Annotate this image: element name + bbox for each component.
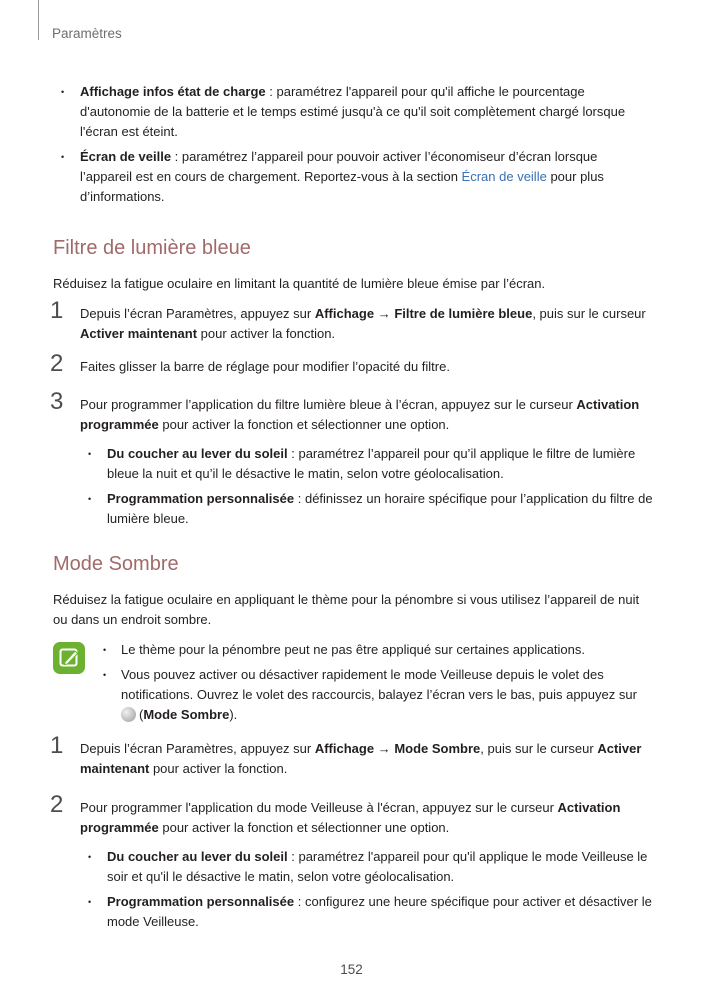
header-divider	[38, 0, 39, 40]
list-item: • Du coucher au lever du soleil : paramétrez l'appareil pour qu'il applique le mode Veilleuse le soir et qu'il le désactive le matin, selon votre géolocalisation.	[80, 847, 653, 887]
list-item: • Vous pouvez activer ou désactiver rapidement le mode Veilleuse depuis le volet des notifications. Ouvrez le volet des raccourcis, balayez l’écran vers le bas, puis appuyez sur (Mode Sombre).	[101, 665, 653, 725]
section-intro: Réduisez la fatigue oculaire en limitant la quantité de lumière bleue émise par l’écran.	[53, 276, 546, 291]
list-item: • Le thème pour la pénombre peut ne pas être appliqué sur certaines applications.	[101, 640, 653, 660]
section-title-blue-light: Filtre de lumière bleue	[53, 237, 251, 259]
section-title-dark-mode: Mode Sombre	[53, 553, 179, 575]
list-item: • Programmation personnalisée : définissez un horaire spécifique pour l’application du filtre de lumière bleue.	[80, 489, 653, 529]
note-list	[101, 640, 653, 725]
note-icon	[53, 642, 85, 674]
dark-mode-toggle-icon	[121, 707, 136, 722]
list-item: • Du coucher au lever du soleil : paramétrez l’appareil pour qu’il applique le filtre de lumière bleue la nuit et qu’il le désactive le matin, selon votre géolocalisation.	[80, 444, 653, 484]
page-number: 152	[340, 962, 363, 977]
note-box	[53, 640, 653, 725]
step-number: 2	[50, 791, 64, 818]
list-item: • Écran de veille : paramétrez l’appareil pour pouvoir activer l’économiseur d’écran lorsque l’appareil est en cours de chargement. Reportez-vous à la section Écran de veille pour plus d’informations.	[53, 147, 653, 207]
step: 2 Faites glisser la barre de réglage pour modifier l’opacité du filtre.	[50, 350, 450, 377]
page-header-title: Paramètres	[52, 26, 122, 41]
step-number: 2	[50, 350, 64, 377]
page-content	[50, 82, 653, 937]
charging-options-list	[53, 82, 653, 207]
step: 1 Depuis l’écran Paramètres, appuyez sur Affichage → Filtre de lumière bleue, puis sur le curseur Activer maintenant pour activer la fonction.	[50, 297, 646, 341]
step: 3 Pour programmer l’application du filtre lumière bleue à l’écran, appuyez sur le curseur Activation programmée pour activer la fonction et sélectionner une option.	[50, 388, 640, 432]
step: 2 Pour programmer l'application du mode Veilleuse à l'écran, appuyez sur le curseur Activation programmée pour activer la fonction et sélectionner une option.	[50, 791, 621, 835]
dark-mode-options-list	[80, 847, 653, 932]
screensaver-link[interactable]: Écran de veille	[461, 169, 547, 184]
step-number: 1	[50, 297, 64, 324]
blue-light-options-list	[80, 444, 653, 529]
list-item: • Affichage infos état de charge : paramétrez l'appareil pour qu'il affiche le pourcentage d'autonomie de la batterie et le temps estimé jusqu'à ce qu'il soit complètement chargé lorsque l'écran est éteint.	[53, 82, 653, 142]
section-intro: Réduisez la fatigue oculaire en appliquant le thème pour la pénombre si vous utilisez l’appareil de nuit ou dans un endroit sombre.	[53, 592, 640, 627]
step: 1 Depuis l’écran Paramètres, appuyez sur Affichage → Mode Sombre, puis sur le curseur Activer maintenant pour activer la fonction.	[50, 732, 642, 776]
step-number: 3	[50, 388, 64, 415]
step-number: 1	[50, 732, 64, 759]
list-item: • Programmation personnalisée : configurez une heure spécifique pour activer et désactiver le mode Veilleuse.	[80, 892, 653, 932]
